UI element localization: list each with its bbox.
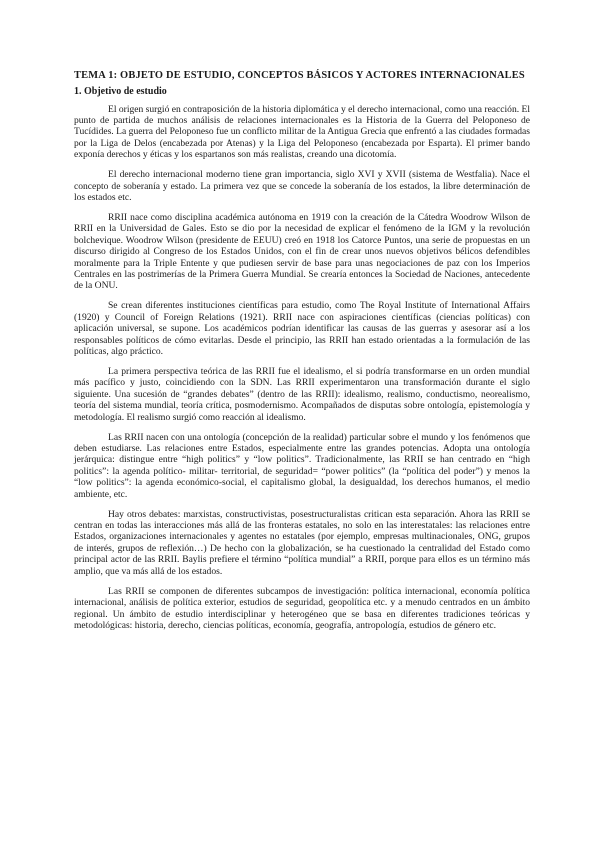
paragraph: Se crean diferentes instituciones científicas para estudio, como The Royal Institute of International Affairs (1920) y Council of Foreign Relations (1921). RRII nace con aspiraciones científicas (ciencias políticas) con aplicación universal, se supone. Los académicos podrían identificar las causas de las guerras y asesorar así a los responsables políticos de cómo evitarlas. Desde el principio, las RRII han estado orientadas a la formulación de las políticas, algo práctico. (74, 300, 530, 357)
paragraph: La primera perspectiva teórica de las RRII fue el idealismo, el si podría transformarse en un orden mundial más pacífico y justo, coincidiendo con la SDN. Las RRII experimentaron una transformación durante el siglo siguiente. Una sucesión de “grandes debates” (dentro de las RRII): idealismo, realismo, conductismo, neorealismo, teoría del sistema mundial, teoría crítica, posmodernismo. Acompañados de disputas sobre ontología, epistemología y metodología. El realismo surgió como reacción al idealismo. (74, 366, 530, 423)
section-heading: 1. Objetivo de estudio (74, 85, 167, 97)
paragraph: El derecho internacional moderno tiene gran importancia, siglo XVI y XVII (sistema de Westfalia). Nace el concepto de soberanía y estado. La primera vez que se concede la soberanía de los estados, la libre determinación de los estados etc. (74, 169, 530, 203)
paragraph: RRII nace como disciplina académica autónoma en 1919 con la creación de la Cátedra Woodrow Wilson de RRII en la Universidad de Gales. Esto se dio por la necesidad de explicar el fenómeno de la IGM y la revolución bolchevique. Woodrow Wilson (presidente de EEUU) creó en 1918 los Catorce Puntos, una serie de propuestas en un discurso dirigido al Congreso de los Estados Unidos, con el fin de crear unos nuevos objetivos bélicos defendibles moralmente para la Triple Entente y que pudiesen servir de base para unas negociaciones de paz con los Imperios Centrales en las postrimerías de la Primera Guerra Mundial. Se crearía entonces la Sociedad de Naciones, antecedente de la ONU. (74, 211, 530, 292)
paragraph: Las RRII se componen de diferentes subcampos de investigación: política internacional, economía política internacional, análisis de política exterior, estudios de seguridad, geopolítica etc. y a menudo centrados en un ámbito regional. Un ámbito de estudio interdisciplinar y heterogéneo que se basa en diferentes tradiciones teóricas y metodológicas: historia, derecho, ciencias políticas, economía, geografía, antropología, estudios de género etc. (74, 585, 530, 631)
document-title: TEMA 1: OBJETO DE ESTUDIO, CONCEPTOS BÁSICOS Y ACTORES INTERNACIONALES (74, 70, 525, 81)
document-page (74, 70, 530, 640)
paragraph: El origen surgió en contraposición de la historia diplomática y el derecho internacional, como una reacción. El punto de partida de muchos análisis de relaciones internacionales es la Historia de la Guerra del Peloponeso de Tucídides. La guerra del Peloponeso fue un conflicto militar de la Antigua Grecia que enfrentó a las ciudades formadas por la Liga de Delos (encabezada por Atenas) y la Liga del Peloponeso (encabezada por Esparta). El primer bando exponía derechos y éticas y los espartanos son más realistas, creando una dicotomía. (74, 103, 530, 161)
paragraph: Hay otros debates: marxistas, constructivistas, posestructuralistas critican esta separación. Ahora las RRII se centran en todas las interacciones más allá de las fronteras estatales, no solo en las interestatales: las relaciones entre Estados, organizaciones internacionales y agentes no estatales (por ejemplo, empresas multinacionales, ONG, grupos de interés, grupos de reflexión…) De hecho con la globalización, se ha cuestionado la centralidad del Estado como principal actor de las RRII. Baylis prefiere el término “política mundial” a RRII, porque para ellos es un término más amplio, que va más allá de los estados. (74, 508, 530, 577)
paragraph: Las RRII nacen con una ontología (concepción de la realidad) particular sobre el mundo y los fenómenos que deben estudiarse. Las relaciones entre Estados, especialmente entre las grandes potencias. Adopta una ontología jerárquica: distingue entre “high politics” y “low politics”. Tradicionalmente, las RRII se han centrado en “high politics”: la agenda político- militar- territorial, de seguridad= “power politics” (la “política del poder”) y menos la “low politics”: la agenda económico-social, el capitalismo global, la desigualdad, los derechos humanos, el medio ambiente, etc. (74, 431, 530, 500)
